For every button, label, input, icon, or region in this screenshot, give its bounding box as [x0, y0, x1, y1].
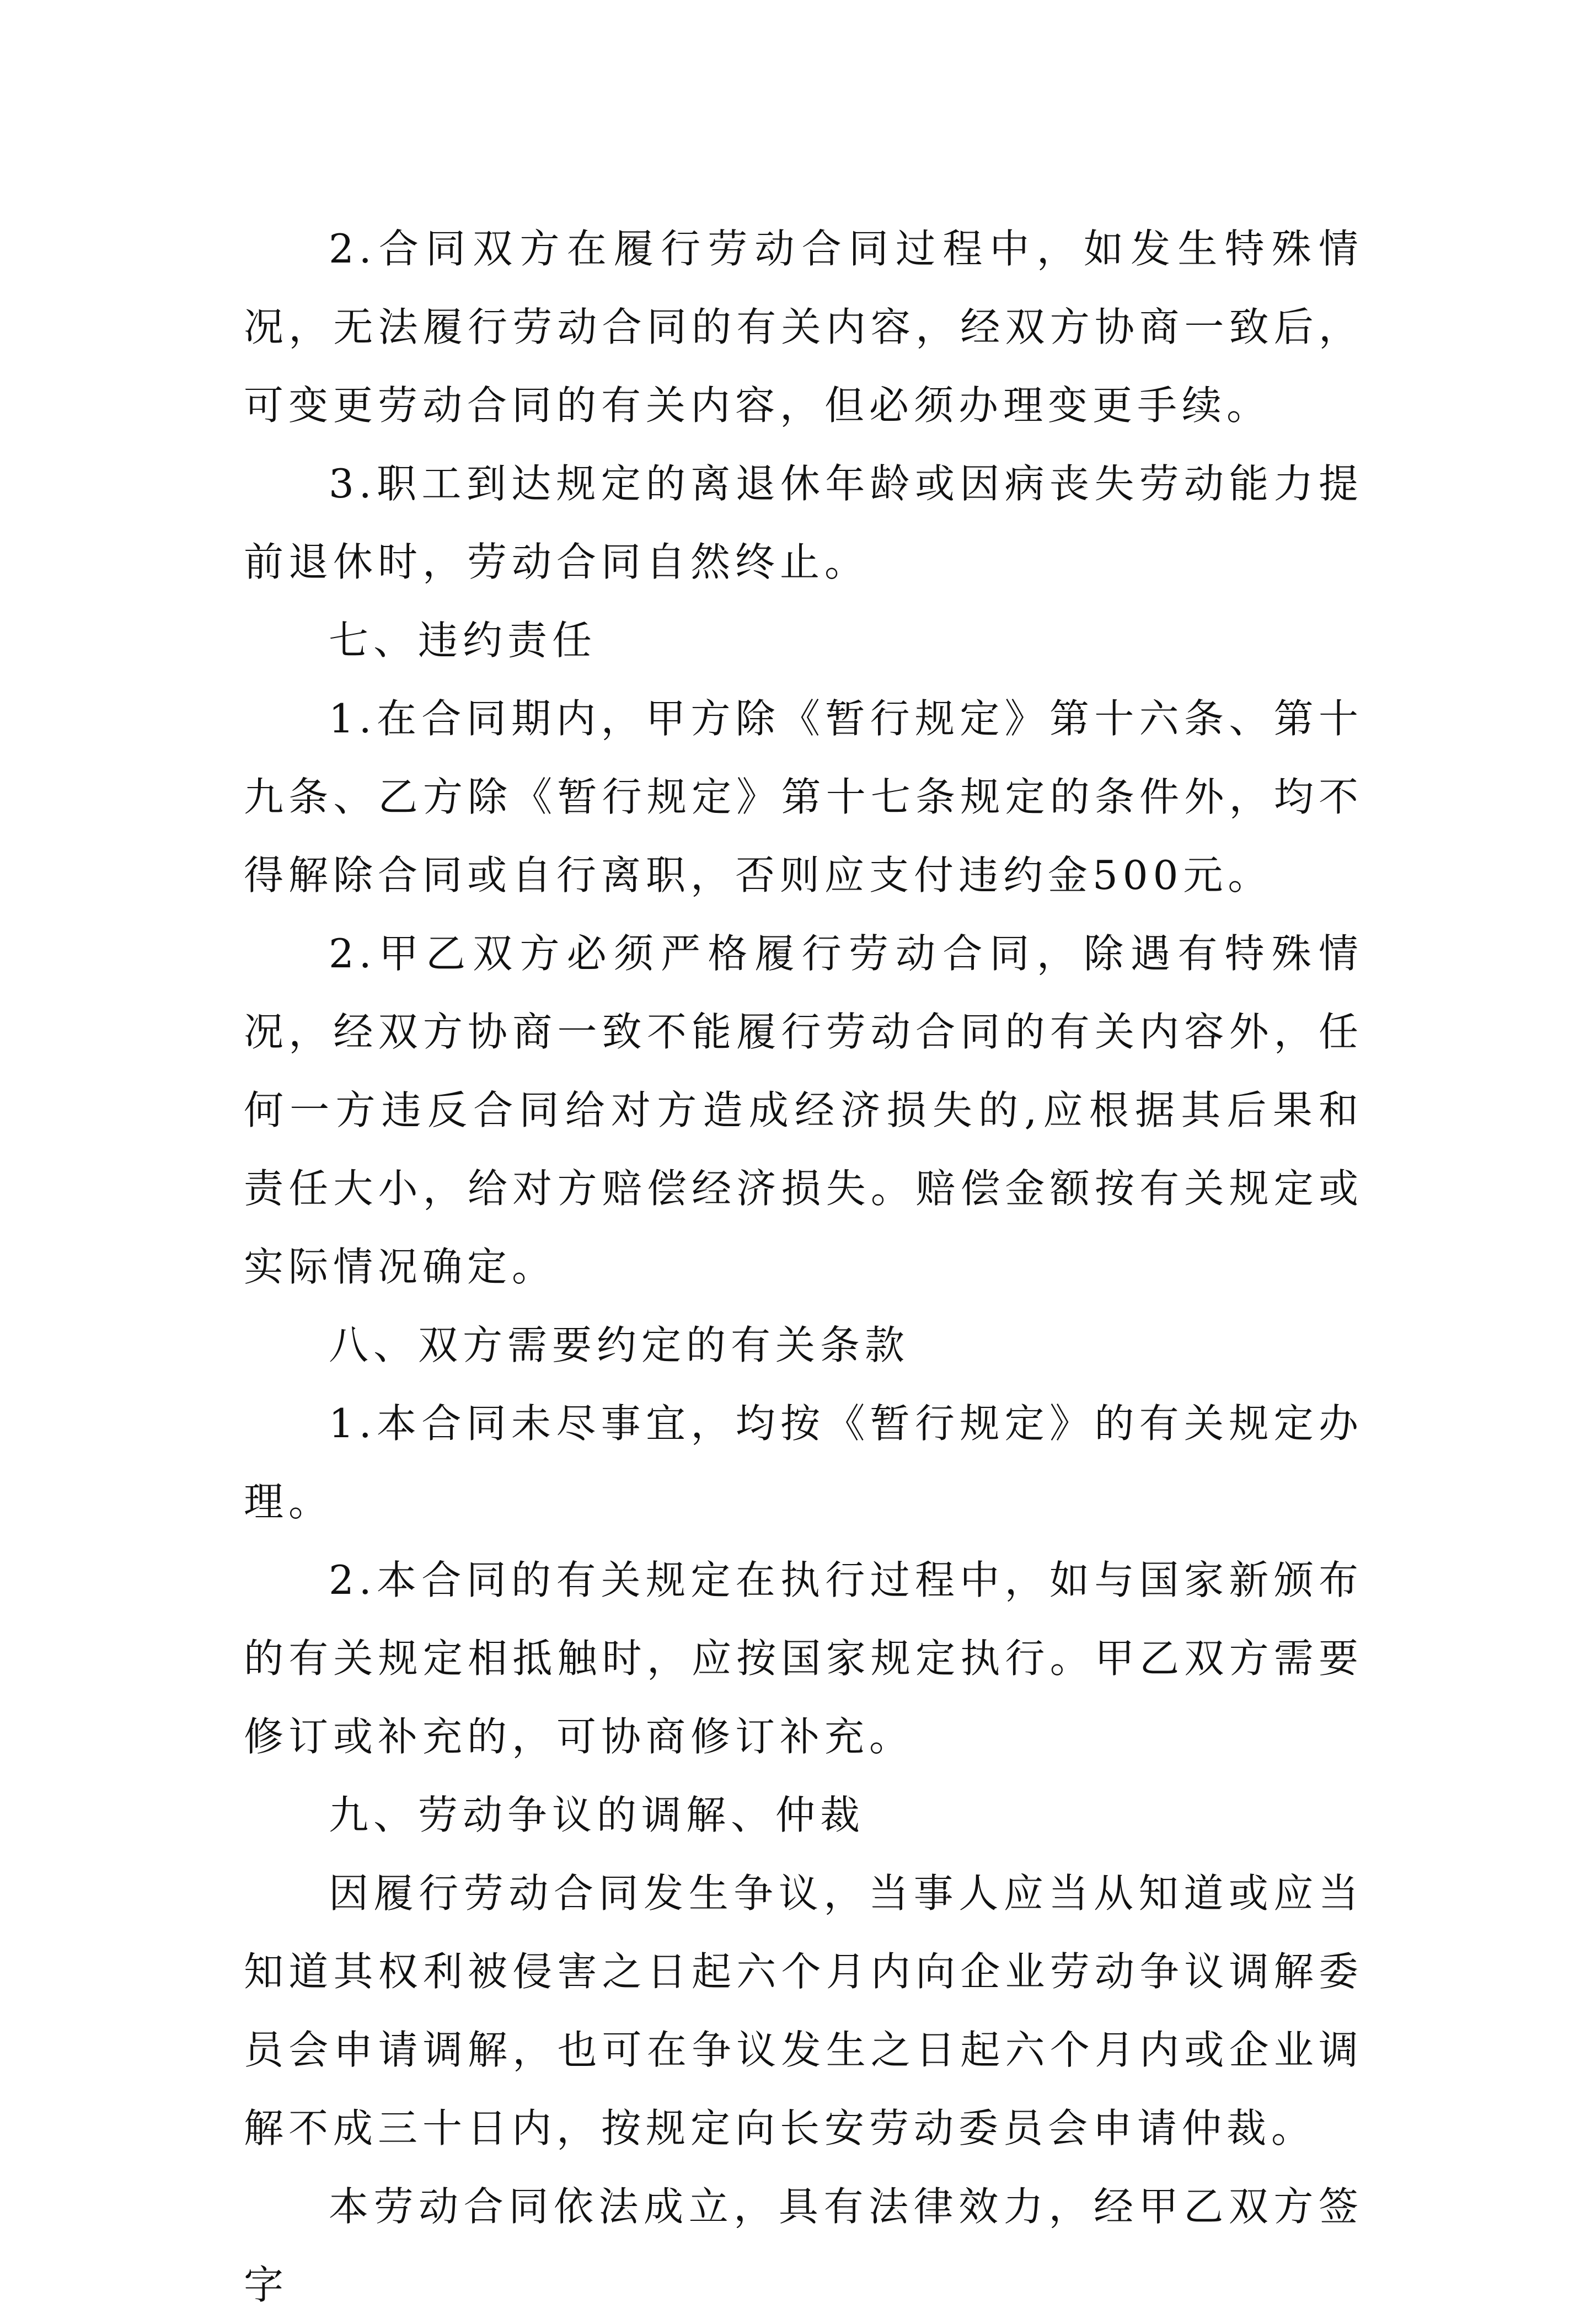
document-body [244, 210, 1363, 2324]
section-heading-agreed-terms: 八、双方需要约定的有关条款 [329, 1322, 910, 1368]
paragraph-dispute-procedure: 因履行劳动合同发生争议，当事人应当从知道或应当知道其权利被侵害之日起六个月内向企业劳动争议调解委员会申请调解，也可在争议发生之日起六个月内或企业调解不成三十日内，按规定向长安劳动委员会申请仲裁。 [244, 1870, 1363, 2151]
paragraph-conflict-with-national-rules: 2.本合同的有关规定在执行过程中，如与国家新颁布的有关规定相抵触时，应按国家规定执行。甲乙双方需要修订或补充的，可协商修订补充。 [244, 1557, 1363, 1760]
paragraph-compensation: 2.甲乙双方必须严格履行劳动合同，除遇有特殊情况，经双方协商一致不能履行劳动合同的有关内容外，任何一方违反合同给对方造成经济损失的,应根据其后果和责任大小，给对方赔偿经济损失。赔偿金额按有关规定或实际情况确定。 [244, 930, 1363, 1290]
paragraph-unresolved-matters: 1.本合同未尽事宜，均按《暂行规定》的有关规定办理。 [244, 1400, 1363, 1525]
paragraph-retirement-termination: 3.职工到达规定的离退休年龄或因病丧失劳动能力提前退休时，劳动合同自然终止。 [244, 460, 1363, 585]
section-heading-dispute-arbitration: 九、劳动争议的调解、仲裁 [329, 1792, 865, 1838]
section-heading-breach-liability: 七、违约责任 [329, 617, 597, 663]
paragraph-change-contract: 2.合同双方在履行劳动合同过程中，如发生特殊情况，无法履行劳动合同的有关内容，经双方协商一致后，可变更劳动合同的有关内容，但必须办理变更手续。 [244, 226, 1363, 429]
paragraph-effectiveness: 本劳动合同依法成立，具有法律效力，经甲乙双方签字 [244, 2183, 1363, 2308]
paragraph-penalty: 1.在合同期内，甲方除《暂行规定》第十六条、第十九条、乙方除《暂行规定》第十七条规定的条件外，均不得解除合同或自行离职，否则应支付违约金500元。 [244, 695, 1363, 898]
